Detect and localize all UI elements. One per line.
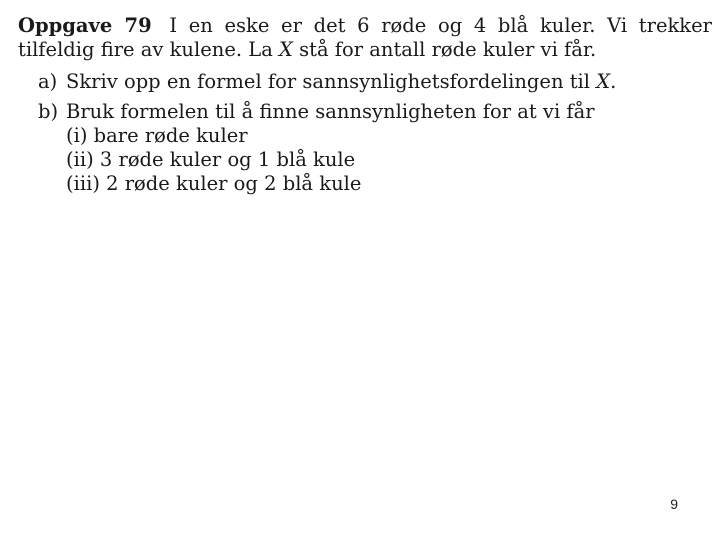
exercise-number: Oppgave 79 (18, 14, 152, 37)
part-b-sub-ii: (ii) 3 røde kuler og 1 blå kule (66, 148, 356, 171)
page-number: 9 (670, 496, 678, 512)
part-b-text: Bruk formelen til å finne sannsynligheten for at vi får (66, 100, 595, 123)
exercise-intro (18, 14, 712, 62)
part-b (18, 100, 712, 196)
part-a-end: . (610, 70, 617, 93)
exercise-block (18, 14, 712, 202)
part-b-label: b) (38, 100, 59, 123)
part-a (18, 70, 712, 94)
exercise-intro-end: stå for antall røde kuler vi får. (299, 38, 597, 61)
exercise-intro-text: I en eske er det 6 røde og 4 blå kuler. Vi trekker tilfeldig fire av kulene. La (18, 14, 712, 61)
part-a-label: a) (38, 70, 58, 93)
part-a-text: Skriv opp en formel for sannsynlighetsfordelingen til (66, 70, 591, 93)
part-b-sub-i: (i) bare røde kuler (66, 124, 248, 147)
math-variable: X (596, 70, 611, 93)
part-b-sub-iii: (iii) 2 røde kuler og 2 blå kule (66, 172, 362, 195)
exercise-parts (18, 70, 712, 196)
math-variable: X (279, 38, 293, 61)
